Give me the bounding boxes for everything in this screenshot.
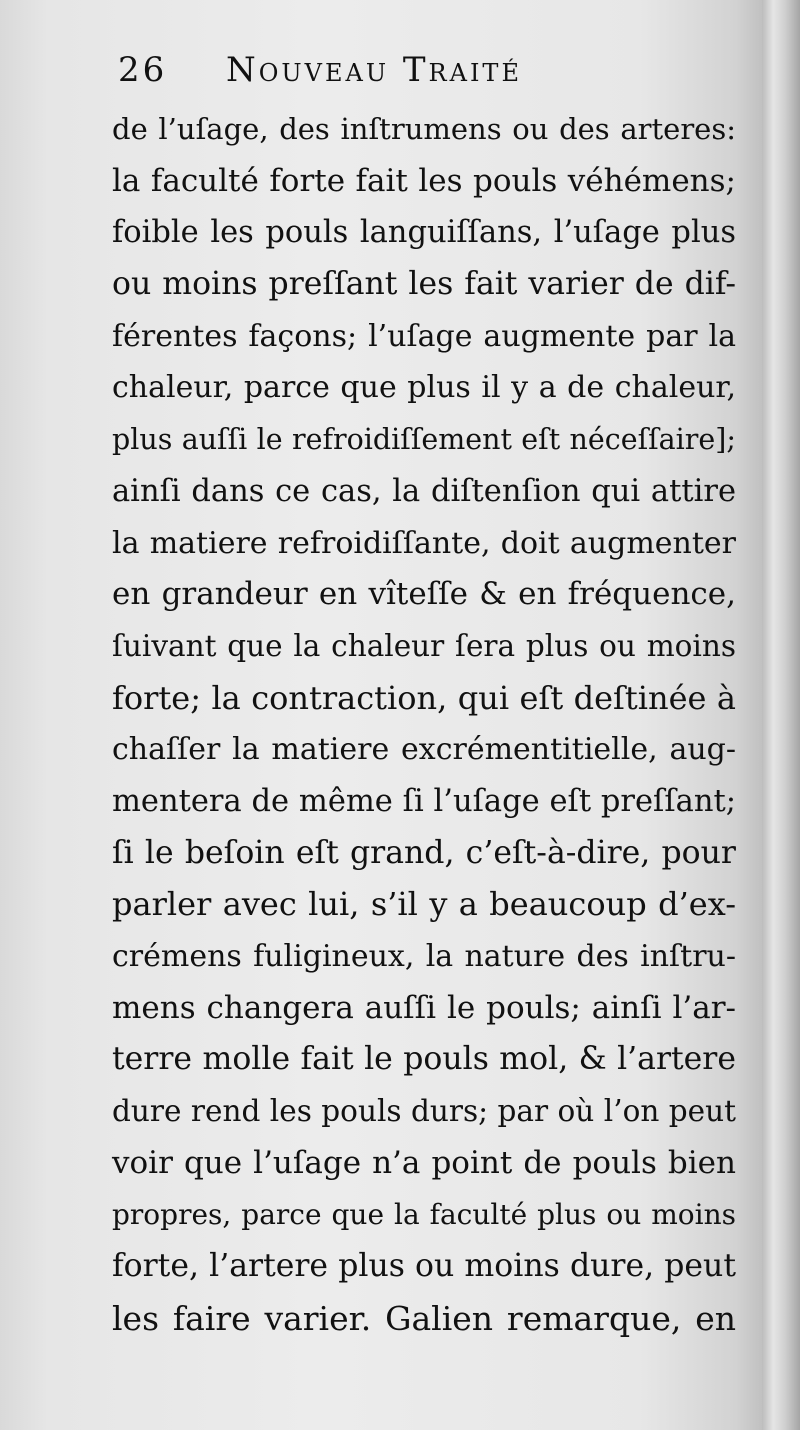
text-line: ſi le beſoin eſt grand, c’eſt-à-dire, pour <box>112 834 736 871</box>
body-text <box>112 104 736 1345</box>
text-line: parler avec lui, s’il y a beaucoup d’ex- <box>112 885 736 924</box>
text-line: propres, parce que la faculté plus ou moins <box>112 1198 736 1232</box>
text-line: les faire varier. Galien remarque, en <box>112 1298 736 1338</box>
text-line: crémens fuligineux, la nature des inſtru- <box>112 939 736 974</box>
text-line: forte, l’artere plus ou moins dure, peut <box>112 1248 736 1285</box>
text-line: mentera de même ſi l’uſage eſt preſſant; <box>112 783 736 819</box>
text-line: forte; la contraction, qui eſt deſtinée à <box>112 678 736 717</box>
page-gutter-shadow <box>762 0 800 1430</box>
text-line: la faculté forte fait les pouls véhémens; <box>112 162 736 199</box>
text-line: ou moins preſſant les fait varier de dif- <box>112 266 736 303</box>
text-line: férentes façons; l’uſage augmente par la <box>112 318 736 354</box>
text-line: chaleur, parce que plus il y a de chaleur, <box>112 370 736 406</box>
running-title: Nouveau Traité <box>226 50 522 90</box>
text-line: plus auſſi le refroidiſſement eſt néceſſaire]; <box>112 423 736 457</box>
text-line: de l’uſage, des inſtrumens ou des arteres: <box>112 112 736 146</box>
running-header <box>118 50 738 100</box>
text-line: mens changera auſſi le pouls; ainſi l’ar- <box>112 989 736 1026</box>
text-line: voir que l’uſage n’a point de pouls bien <box>112 1144 736 1181</box>
text-line: ainſi dans ce cas, la diſtenſion qui attire <box>112 473 736 509</box>
text-line: dure rend les pouls durs; par où l’on peut <box>112 1094 736 1129</box>
text-line: en grandeur en vîteſſe & en fréquence, <box>112 576 736 613</box>
text-line: ſuivant que la chaleur ſera plus ou moins <box>112 628 736 663</box>
text-line: chaſſer la matiere excrémentitielle, aug- <box>112 732 736 768</box>
text-line: la matiere refroidiſſante, doit augmenter <box>112 525 736 561</box>
page-number: 26 <box>118 50 168 90</box>
text-line: terre molle fait le pouls mol, & l’artere <box>112 1041 736 1078</box>
text-line: foible les pouls languiſſans, l’uſage plus <box>112 215 736 251</box>
